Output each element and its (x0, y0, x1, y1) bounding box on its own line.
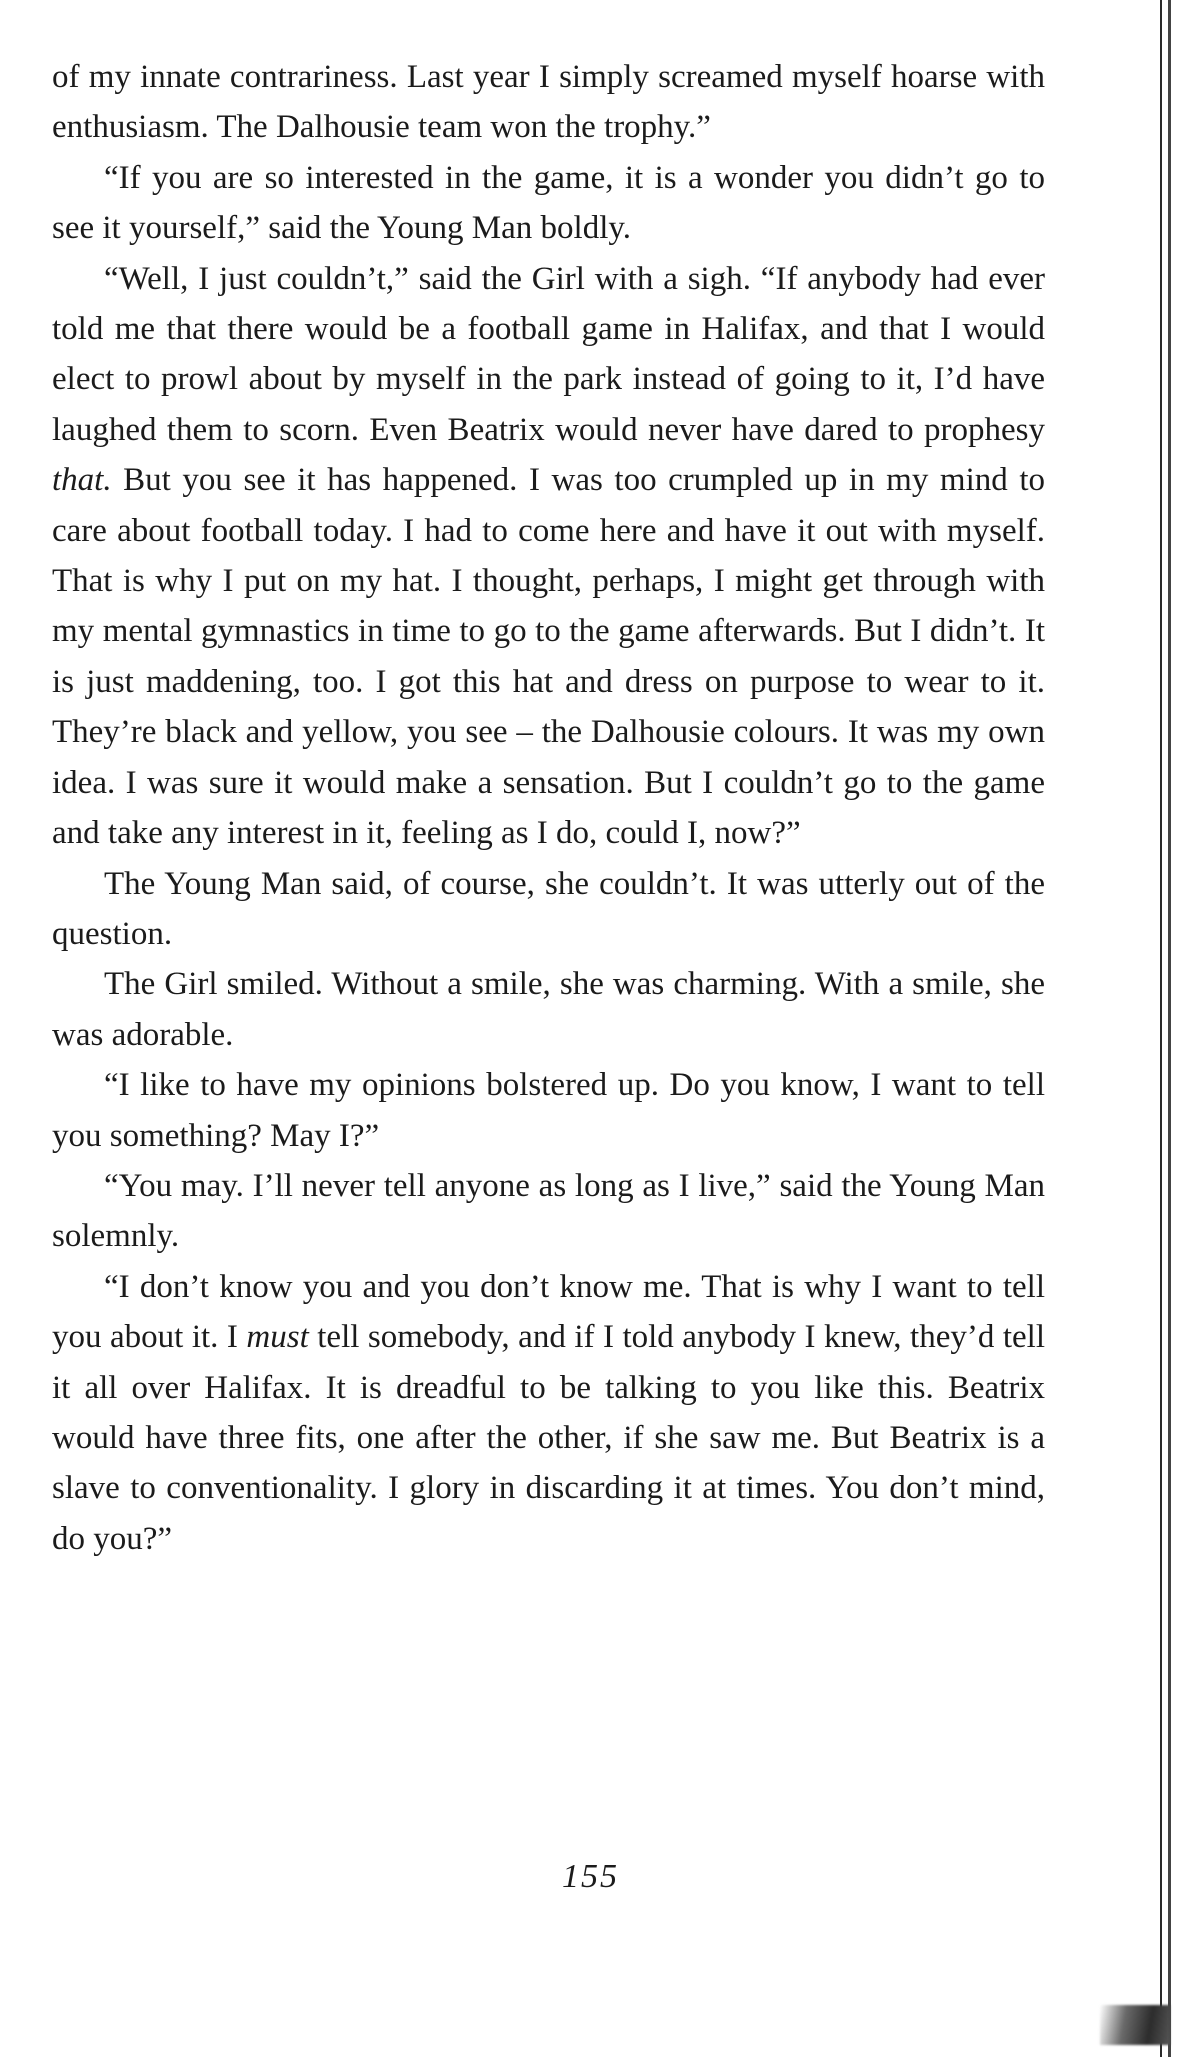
paragraph-6 (52, 1060, 1045, 1161)
text-segment: “Well, I just couldn’t,” said the Girl with a sigh. “If anybody had ever told me that there would be a football game in Halifax, and that I would elect to prowl about by myself in the park instead of going to it, I’d have laughed them to scorn. Even Beatrix would never have dared to prophesy (52, 260, 1045, 448)
text-segment: “You may. I’ll never tell anyone as long as I live,” said the Young Man solemnly. (52, 1167, 1045, 1255)
paragraph-5 (52, 959, 1045, 1060)
paragraph-4 (52, 859, 1045, 960)
paragraph-7 (52, 1161, 1045, 1262)
text-segment: The Young Man said, of course, she couldn’t. It was utterly out of the question. (52, 865, 1045, 952)
page-edge-shadow (1168, 0, 1171, 2057)
paragraph-2 (52, 153, 1045, 254)
paragraph-8 (52, 1262, 1045, 1564)
paragraph-1 (52, 52, 1045, 153)
text-segment: “I like to have my opinions bolstered up. Do you know, I want to tell you something? May I?” (52, 1067, 1045, 1154)
text-segment: But you see it has happened. I was too crumpled up in my mind to care about football today. I had to come here and have it out with myself. That is why I put on my hat. I thought, perhaps, I might get through with my mental gymnastics in time to go to the game afterwards. But I didn’t. It is just maddening, too. I got this hat and dress on purpose to wear to it. They’re black and yellow, you see – the Dalhousie colours. It was my own idea. I was sure it would make a sensation. But I couldn’t go to the game and take any interest in it, feeling as I do, could I, now?” (52, 462, 1045, 852)
text-segment: “If you are so interested in the game, it is a wonder you didn’t go to see it yourself,” said the Young Man boldly. (52, 159, 1045, 247)
text-segment: of my innate contrariness. Last year I simply screamed myself hoarse with enthusiasm. The Dalhousie team won the trophy.” (52, 59, 1045, 146)
paragraph-3 (52, 254, 1045, 859)
page-edge-line (1160, 0, 1162, 2057)
page-number: 155 (562, 1858, 619, 1895)
italic-text: must (246, 1319, 309, 1356)
text-segment: tell somebody, and if I told anybody I knew, they’d tell it all over Halifax. It is dreadful to be talking to you like this. Beatrix would have three fits, one after the other, if she saw me. But Beatrix is a slave to conventionality. I glory in discarding it at times. You don’t mind, do you?” (52, 1319, 1045, 1557)
scan-artifact (1100, 2005, 1170, 2045)
text-segment: The Girl smiled. Without a smile, she was charming. With a smile, she was adorable. (52, 966, 1045, 1053)
italic-text: that. (52, 462, 112, 499)
body-text (52, 52, 1045, 1564)
text-segment: “I don’t know you and you don’t know me. That is why I want to tell you about it. I (52, 1268, 1045, 1356)
